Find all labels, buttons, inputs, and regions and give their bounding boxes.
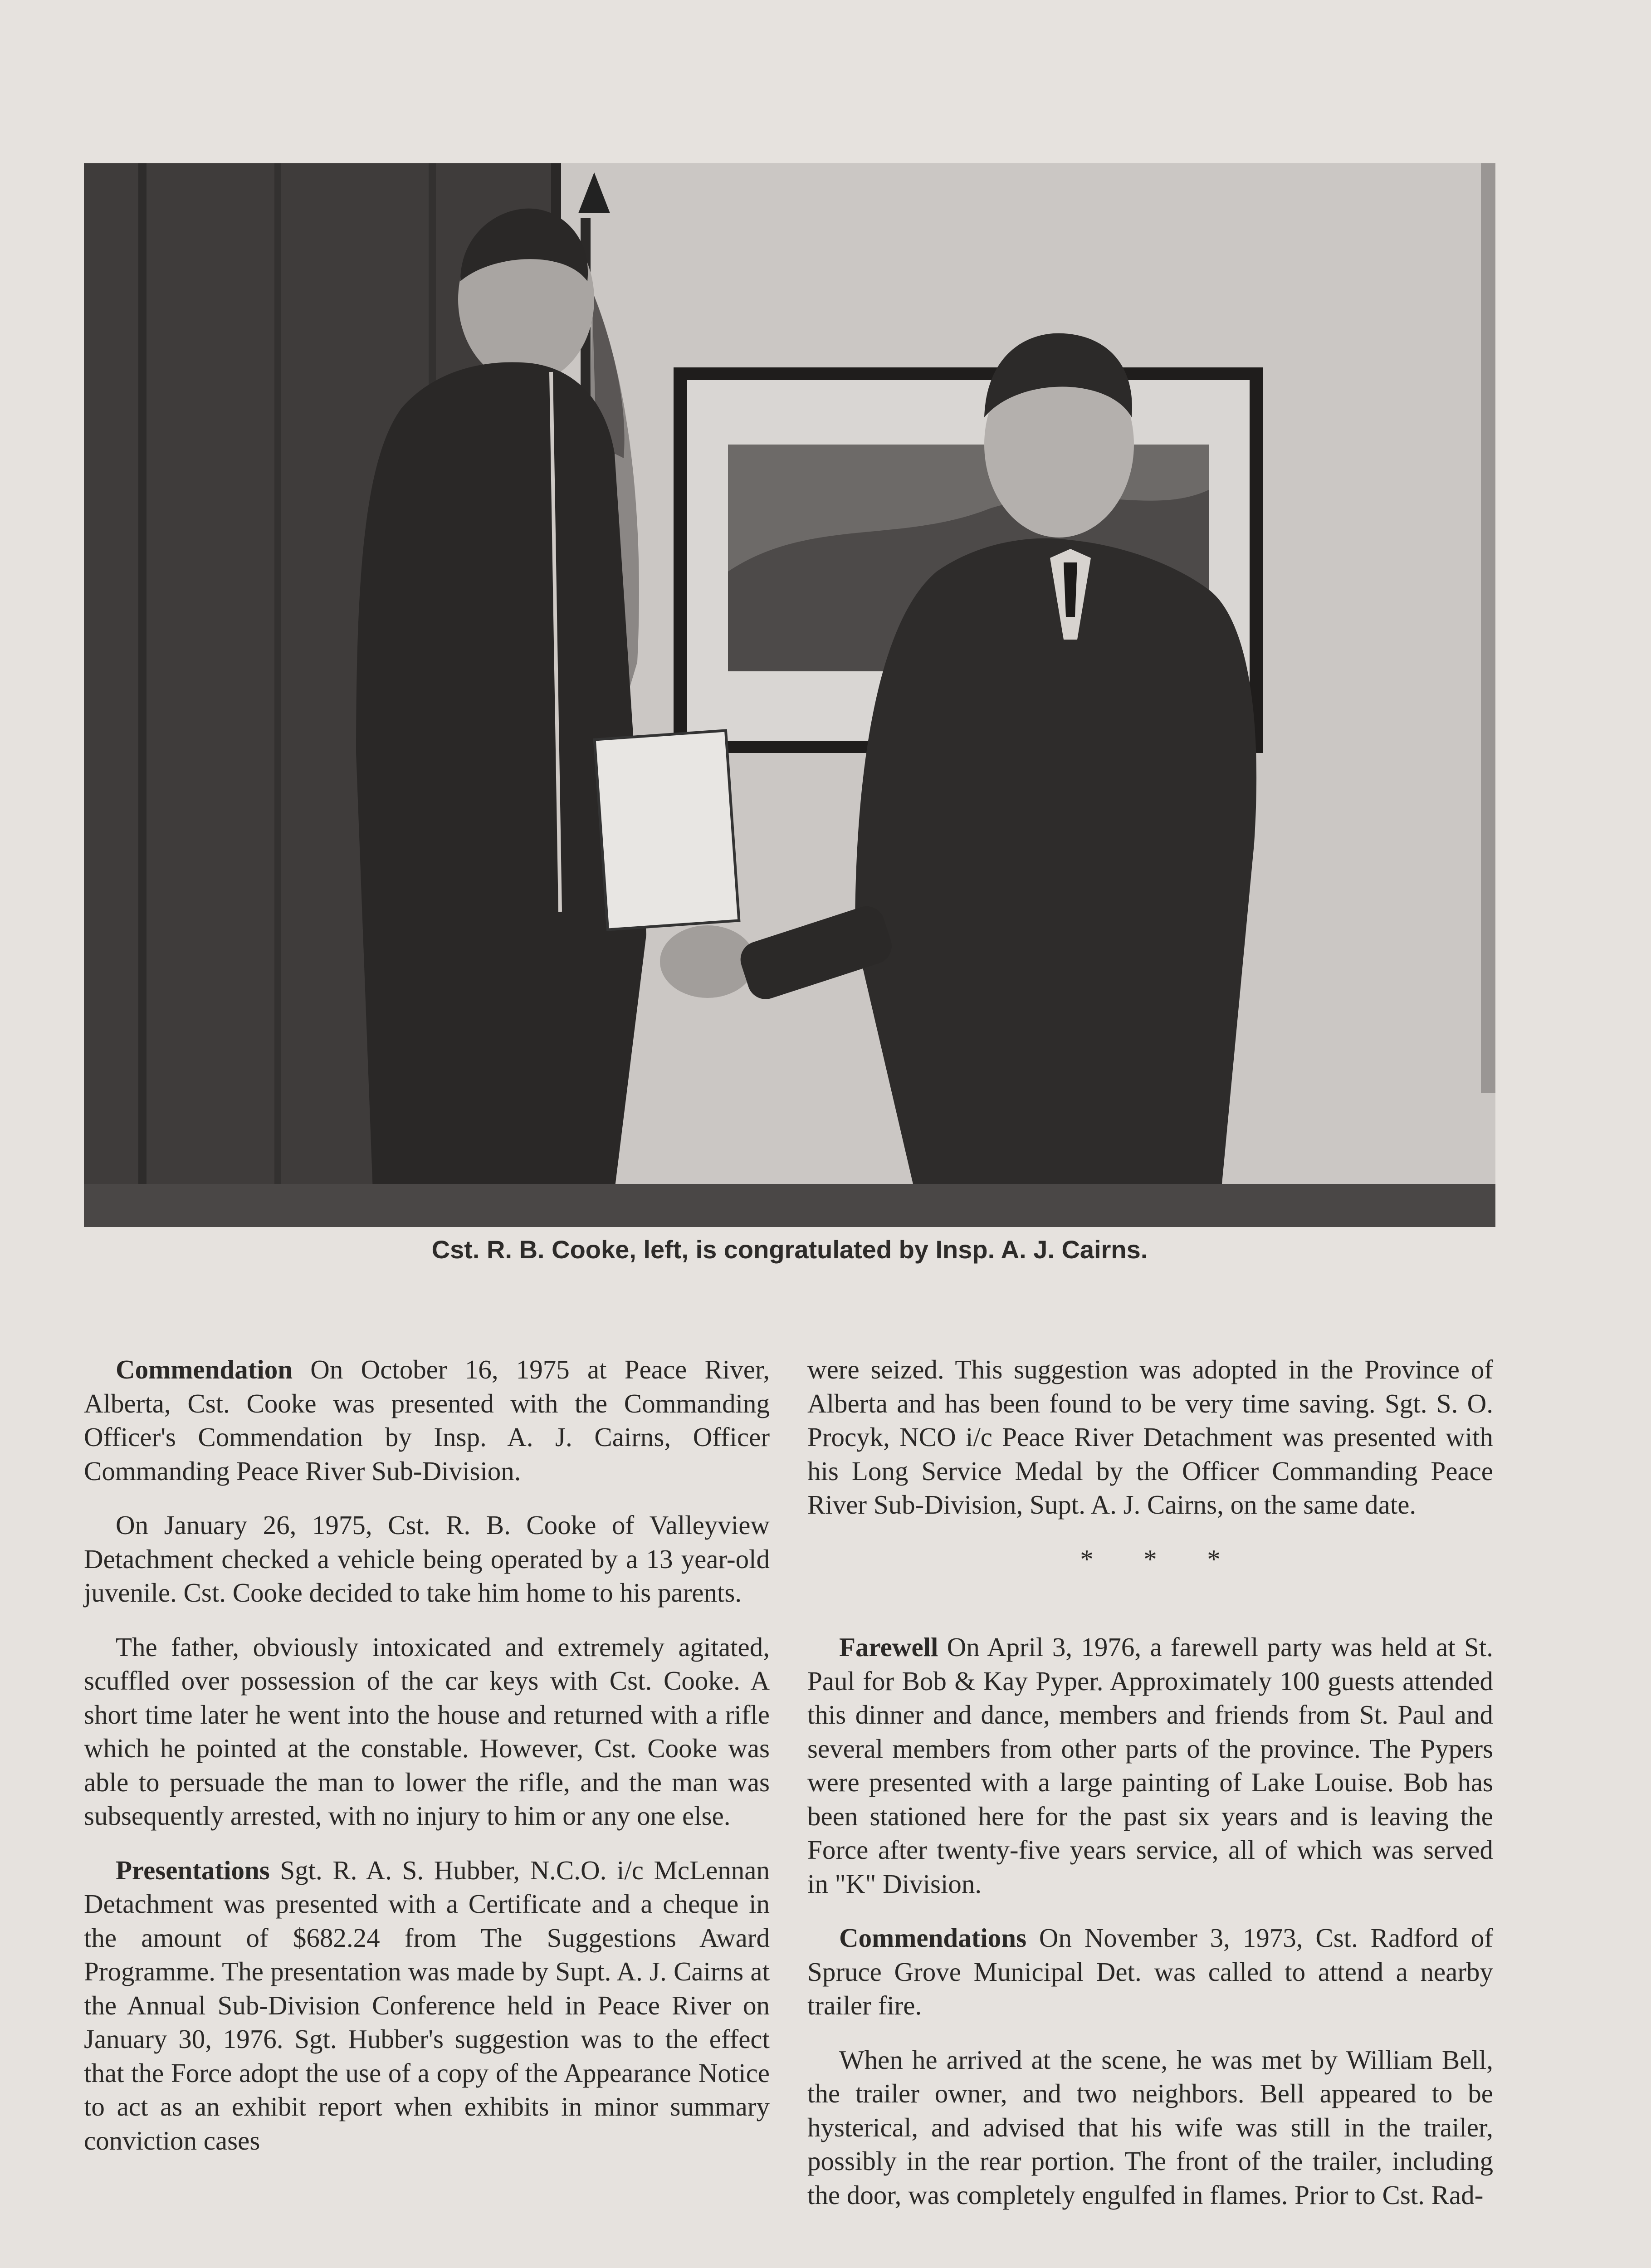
commendations-text: On November 3, 1973, Cst. Radford of Spruce Grove Municipal Det. was called to attend a nearby trailer fire. xyxy=(807,1923,1493,2020)
father-paragraph: The father, obviously intoxicated and extremely agitated, scuffled over possession of the car keys with Cst. Cooke. A short time later he went into the house and returned with a rifle which he pointed at the constable. However, Cst. Cooke was able to persuade the man to lower the rifle, and the man was subsequently arrested, with no injury to him or any one else. xyxy=(84,1632,770,1831)
trailer-fire-paragraph: When he arrived at the scene, he was met by William Bell, the trailer owner, and two neighbors. Bell appeared to be hysterical, and advised that his wife was still in the trailer, possibly in the rear portion. The front of the trailer, including the door, was completely engulfed in flames. Prior to Cst. Rad- xyxy=(807,2044,1493,2210)
valleyview-paragraph: On January 26, 1975, Cst. R. B. Cooke of Valleyview Detachment checked a vehicle being operated by a 13 year-old juvenile. Cst. Cooke decided to take him home to his parents. xyxy=(84,1510,770,1608)
presentations-text: Sgt. R. A. S. Hubber, N.C.O. i/c McLennan Detachment was presented with a Certificate and a cheque in the amount of $682.24 from The Suggestions Award Programme. The presentation was made by Supt. A. J. Cairns at the Annual Sub-Division Conference held in Peace River on January 30, 1976. Sgt. Hubber's suggestion was to the effect that the Force adopt the use of a copy of the Appearance Notice to act as an exhibit report when exhibits in minor summary conviction cases xyxy=(84,1855,770,2156)
photo-handshake xyxy=(84,163,1495,1227)
suggestion-continued-paragraph: were seized. This suggestion was adopted in the Province of Alberta and has been found to be very time saving. Sgt. S. O. Procyk, NCO i/c Peace River Detachment was presented with his Long Service Medal by the Officer Commanding Peace River Sub-Division, Supt. A. J. Cairns, on the same date. xyxy=(807,1354,1493,1520)
farewell-heading: Farewell xyxy=(839,1632,938,1662)
farewell-paragraph xyxy=(807,1630,1493,1901)
commendations-heading: Commendations xyxy=(839,1923,1027,1953)
commendation-text: On October 16, 1975 at Peace River, Alberta, Cst. Cooke was presented with the Commanding Officer's Commendation by Insp. A. J. Cairns, Officer Commanding Peace River Sub-Division. xyxy=(84,1354,770,1486)
commendation-paragraph xyxy=(84,1353,770,1488)
commendation-heading: Commendation xyxy=(116,1354,293,1384)
photo-illustration xyxy=(84,163,1495,1227)
photo-caption: Cst. R. B. Cooke, left, is congratulated by Insp. A. J. Cairns. xyxy=(431,1235,1148,1264)
farewell-text: On April 3, 1976, a farewell party was held at St. Paul for Bob & Kay Pyper. Approximately 100 guests attended this dinner and dance, members and friends from St. Paul and several members from other parts of the province. The Pypers were presented with a large painting of Lake Louise. Bob has been stationed here for the past six years and is leaving the Force after twenty-five years service, all of which was served in "K" Division. xyxy=(807,1632,1493,1899)
commendations-paragraph xyxy=(807,1921,1493,2023)
divider-star: * xyxy=(1080,1544,1094,1574)
right-column xyxy=(807,1353,1493,2232)
presentations-paragraph xyxy=(84,1853,770,2158)
presentations-heading: Presentations xyxy=(116,1855,270,1885)
divider-star: * xyxy=(1207,1544,1221,1574)
left-column xyxy=(84,1353,770,2178)
section-divider xyxy=(807,1542,1493,1576)
divider-star: * xyxy=(1143,1544,1157,1574)
